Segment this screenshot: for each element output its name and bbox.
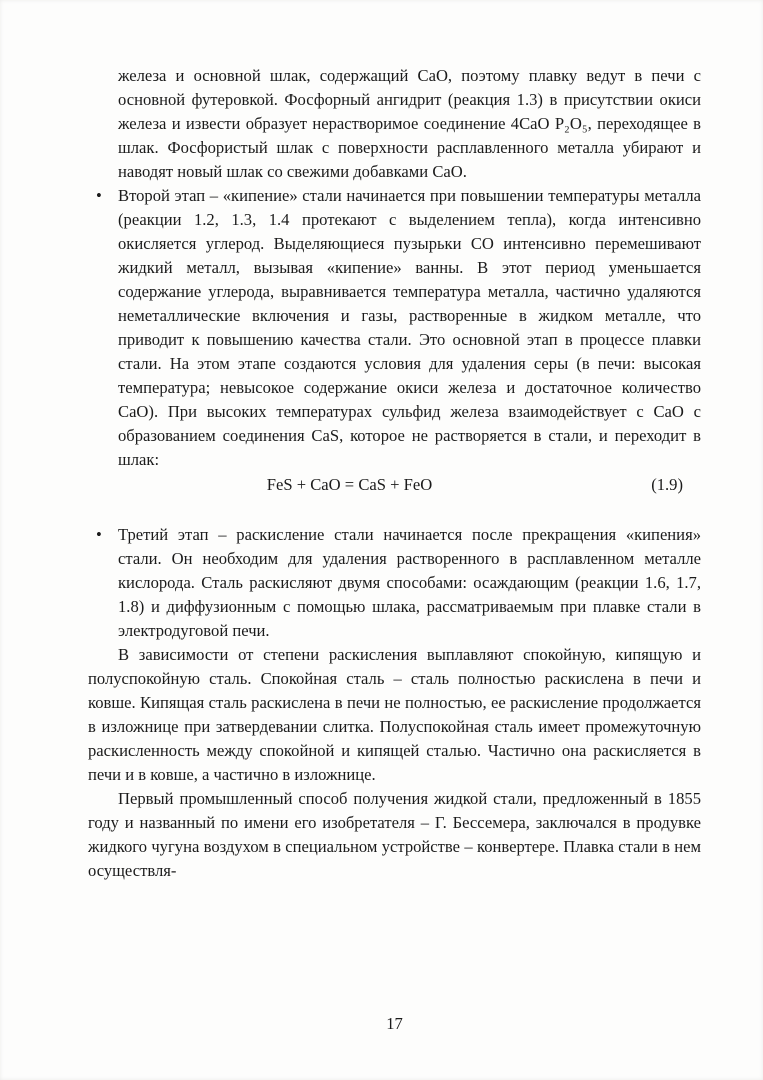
paragraph-phosphorus-slag-continuation: железа и основной шлак, содержащий CaO, поэтому плавку ведут в печи с основной футеровкой. Фосфорный ангидрит (реакция 1.3) в присутствии окиси железа и извести образует нерастворимое соединение 4CaO P₂O₅, переходящее в шлак. Фосфористый шлак с поверхности расплавленного металла убирают и наводят новый шлак со свежими добавками CaO. (118, 66, 701, 181)
paragraph-bessemer: Первый промышленный способ получения жидкой стали, предложенный в 1855 году и названный по имени его изобретателя – Г. Бессемера, заключался в продувке жидкого чугуна воздухом в специальном устройстве – конвертере. Плавка стали в нем осуществля- (88, 789, 701, 880)
text-column (88, 64, 701, 883)
bullet-marker: • (96, 525, 102, 544)
bullet-marker: • (96, 186, 102, 205)
equation-formula: FeS + CaO = CaS + FeO (266, 475, 433, 494)
paragraph-steel-types: В зависимости от степени раскисления выплавляют спокойную, кипящую и полуспокойную сталь. Спокойная сталь – сталь полностью раскислена в печи и ковше. Кипящая сталь раскислена в печи не полностью, ее раскисление продолжается в изложнице при затвердевании слитка. Полуспокойная сталь имеет промежуточную раскисленность между спокойной и кипящей сталью. Частично она раскисляется в печи и в ковше, а частично в изложнице. (88, 645, 701, 784)
bullet-item-third-stage (88, 523, 701, 643)
bullet-item-second-stage (88, 184, 701, 472)
paragraph-third-stage: Третий этап – раскисление стали начинается после прекращения «кипения» стали. Он необходим для удаления растворенного в расплавленном металле кислорода. Сталь раскисляют двумя способами: осаждающим (реакции 1.6, 1.7, 1.8) и диффузионным с помощью шлака, рассматриваемым при плавке стали в электродуговой печи. (118, 525, 701, 640)
paragraph-second-stage: Второй этап – «кипение» стали начинается при повышении температуры металла (реакции 1.2, 1.3, 1.4 протекают с выделением тепла), когда интенсивно окисляется углерод. Выделяющиеся пузырьки CO интенсивно перемешивают жидкий металл, вызывая «кипение» ванны. В этот период уменьшается содержание углерода, выравнивается температура металла, частично удаляются неметаллические включения и газы, растворенные в жидком металле, что приводит к повышению качества стали. Это основной этап в процессе плавки стали. На этом этапе создаются условия для удаления серы (в печи: высокая температура; невысокое содержание окиси железа и достаточное количество CaO). При высоких температурах сульфид железа взаимодействует с CaO с образованием соединения CaS, которое не растворяется в стали, и переходит в шлак: (118, 186, 701, 469)
page-number: 17 (386, 1014, 403, 1033)
equation-number: (1.9) (651, 475, 683, 494)
equation-1-9 (88, 473, 701, 497)
